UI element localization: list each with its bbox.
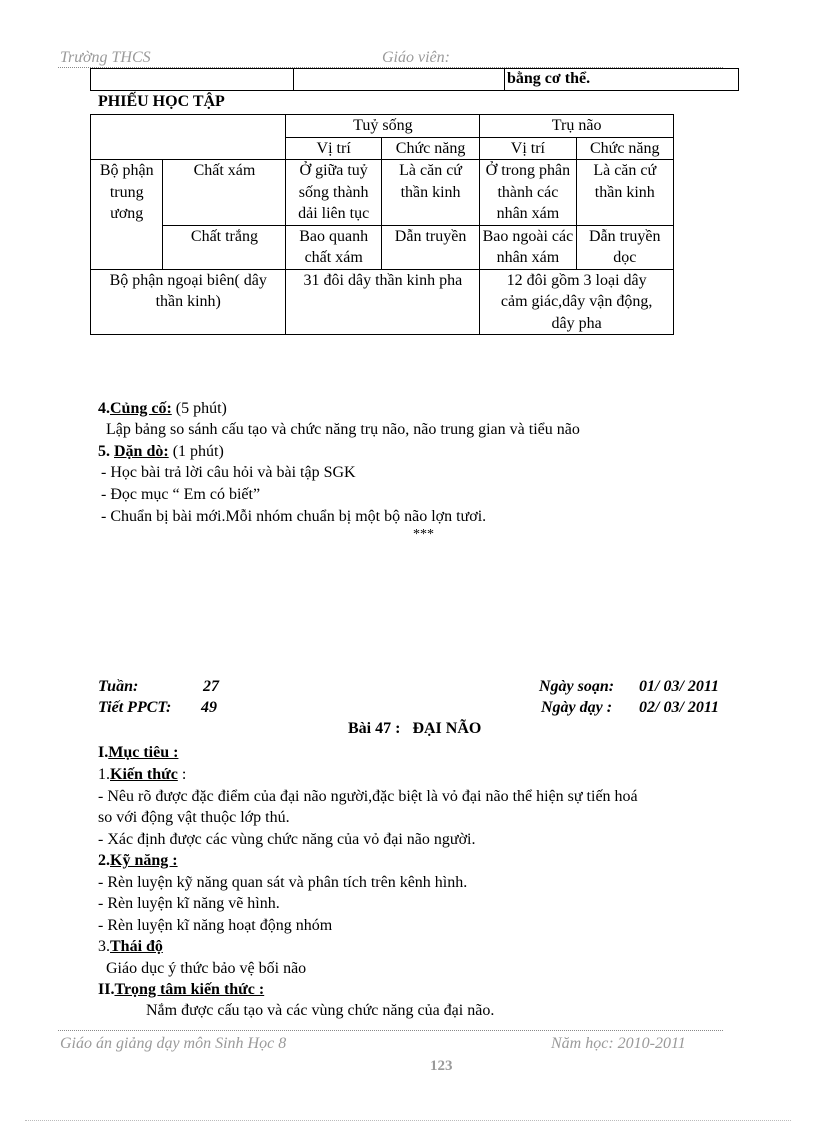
grey-brainstem-function: Là căn cứ thần kinh — [576, 160, 673, 226]
worksheet-table — [90, 114, 674, 335]
continuation-cell-1 — [91, 69, 294, 91]
prep-date: 01/ 03/ 2011 — [639, 678, 720, 695]
skills-heading: 2.Kỹ năng : — [98, 852, 178, 869]
footer-course: Giáo án giảng dạy môn Sinh Học 8 — [60, 1035, 287, 1052]
footer-year: Năm học: 2010-2011 — [551, 1035, 686, 1052]
knowledge-heading: 1.Kiến thức : — [98, 766, 187, 783]
grey-spinal-position: Ở giữa tuỷ sống thành dải liên tục — [286, 160, 381, 226]
knowledge-item: so với động vật thuộc lớp thú. — [98, 809, 290, 826]
objectives-heading: I.Mục tiêu : — [98, 744, 179, 761]
peripheral-brainstem: 12 đôi gồm 3 loại dây cảm giác,dây vận động, dây pha — [480, 269, 674, 335]
homework-title: Dặn dò: — [114, 443, 169, 460]
week-value: 27 — [203, 678, 219, 695]
peripheral-label: Bộ phận ngoại biên( dây thần kinh) — [91, 269, 286, 335]
grey-brainstem-position: Ở trong phân thành các nhân xám — [480, 160, 576, 226]
knowledge-item: - Xác định được các vùng chức năng của vỏ đại não người. — [98, 831, 476, 848]
row-label-grey-matter: Chất xám — [163, 160, 286, 226]
page-number: 123 — [430, 1058, 453, 1074]
period-value: 49 — [201, 699, 217, 716]
consolidate-title: Củng cố: — [110, 400, 172, 417]
week-label: Tuần: — [98, 678, 139, 695]
homework-heading: 5. Dặn dò: (1 phút) — [98, 443, 224, 460]
corner-cell — [91, 115, 286, 160]
page-edge — [25, 1120, 791, 1121]
consolidate-text: Lập bảng so sánh cấu tạo và chức năng trụ não, não trung gian và tiểu não — [106, 421, 580, 438]
teach-date: 02/ 03/ 2011 — [639, 699, 720, 716]
school-header: Trường THCS — [60, 49, 151, 66]
row-label-white-matter: Chất trắng — [163, 225, 286, 269]
subheader-position: Vị trí — [480, 137, 576, 160]
peripheral-spinal: 31 đôi dây thần kinh pha — [286, 269, 480, 335]
period-label: Tiết PPCT: — [98, 699, 172, 716]
white-spinal-function: Dẫn truyền — [381, 225, 479, 269]
focus-heading: II.Trọng tâm kiến thức : — [98, 981, 265, 998]
homework-item: - Chuẩn bị bài mới.Mỗi nhóm chuẩn bị một bộ não lợn tươi. — [101, 508, 487, 525]
worksheet-title: PHIẾU HỌC TẬP — [98, 93, 225, 110]
skills-item: - Rèn luyện kĩ năng vẽ hình. — [98, 895, 280, 912]
group-spinal-cord: Tuỷ sống — [286, 115, 480, 138]
continuation-table — [90, 68, 739, 91]
footer-rule — [58, 1030, 723, 1031]
skills-item: - Rèn luyện kĩ năng hoạt động nhóm — [98, 917, 333, 934]
subheader-function: Chức năng — [576, 137, 673, 160]
subheader-function: Chức năng — [381, 137, 479, 160]
subheader-position: Vị trí — [286, 137, 381, 160]
knowledge-item: - Nêu rõ được đặc điểm của đại não người,đặc biệt là vỏ đại não thể hiện sự tiến hoá — [98, 788, 638, 805]
prep-date-label: Ngày soạn: — [539, 678, 615, 695]
group-brainstem: Trụ não — [480, 115, 674, 138]
white-brainstem-function: Dẫn truyền dọc — [576, 225, 673, 269]
focus-text: Nắm được cấu tạo và các vùng chức năng của đại não. — [146, 1002, 495, 1019]
homework-item: - Đọc mục “ Em có biết” — [101, 486, 261, 503]
continuation-cell-2 — [294, 69, 505, 91]
central-label: Bộ phận trung ương — [91, 160, 163, 270]
separator: *** — [413, 527, 434, 542]
homework-item: - Học bài trả lời câu hỏi và bài tập SGK — [101, 464, 356, 481]
grey-spinal-function: Là căn cứ thần kinh — [381, 160, 479, 226]
white-spinal-position: Bao quanh chất xám — [286, 225, 381, 269]
lesson-title: Bài 47 : ĐẠI NÃO — [348, 720, 482, 737]
skills-item: - Rèn luyện kỹ năng quan sát và phân tích trên kênh hình. — [98, 874, 468, 891]
teacher-header: Giáo viên: — [382, 49, 450, 66]
teach-date-label: Ngày dạy : — [541, 699, 613, 716]
white-brainstem-position: Bao ngoài các nhân xám — [480, 225, 576, 269]
attitude-heading: 3.Thái độ — [98, 938, 163, 955]
continuation-text: bằng cơ thể. — [505, 69, 739, 91]
attitude-text: Giáo dục ý thức bảo vệ bối não — [106, 960, 307, 977]
consolidate-heading: 4.Củng cố: (5 phút) — [98, 400, 227, 417]
